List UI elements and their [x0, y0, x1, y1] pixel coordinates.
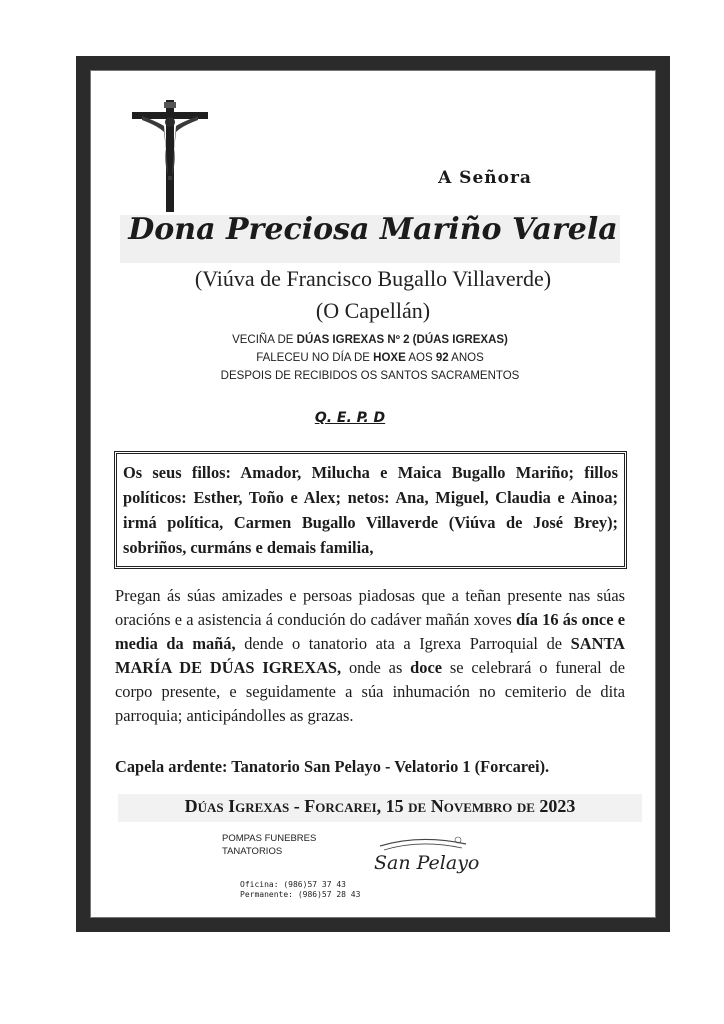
office-label: Oficina:: [240, 880, 279, 889]
death-age: 92: [435, 352, 449, 364]
widow-of: (Viúva de Francisco Bugallo Villaverde): [194, 266, 552, 291]
permanent-phone-line: [240, 890, 360, 899]
logo-text: San Pelayo: [374, 852, 480, 874]
office-phone: (986)57 37 43: [283, 880, 346, 889]
permanent-phone: (986)57 28 43: [297, 890, 361, 899]
announcement-text-3: onde as: [341, 658, 411, 677]
date-line: Dúas Igrexas - Forcarei, 15 de Novembro de 2023: [184, 796, 576, 816]
family-box: Os seus fillos: Amador, Milucha e Maica Bugallo Mariño; fillos políticos: Esther, Toño e Alex; netos: Ana, Miguel, Claudia e Ainoa; irmá política, Carmen Bugallo Villaverde (Viúva de José Brey); sobriños, curmáns e demais familia,: [114, 451, 627, 569]
chapel-line: Capela ardente: Tanatorio San Pelayo - Velatorio 1 (Forcarei).: [115, 757, 550, 776]
office-phone-line: [240, 880, 346, 889]
announcement-text-1: Pregan ás súas amizades e persoas piadosas que a teñan presente nas súas oracións e a asistencia á condución do cadáver mañán xoves: [115, 586, 625, 629]
residence-prefix: VECIÑA DE: [232, 334, 297, 346]
announcement-hour: doce: [410, 658, 443, 677]
announcement: [115, 584, 625, 728]
salutation: A Señora: [438, 168, 532, 188]
crucifix-icon: [128, 100, 212, 212]
announcement-time: día 16 ás once e media da mañá,: [115, 610, 626, 653]
residence-place: DÚAS IGREXAS Nº 2 (DÚAS IGREXAS): [296, 334, 508, 346]
qepd: Q. E. P. D: [314, 410, 386, 426]
death-prefix: FALECEU NO DÍA DE: [256, 352, 374, 364]
funeral-home-line-2: TANATORIOS: [222, 846, 283, 857]
death-suffix: ANOS: [448, 352, 484, 364]
permanent-label: Permanente:: [240, 890, 293, 899]
announcement-text-2: dende o tanatorio ata a Igrexa Parroquial de: [235, 634, 571, 653]
death-mid: AOS: [405, 352, 436, 364]
sacraments-line: DESPOIS DE RECIBIDOS OS SANTOS SACRAMENTOS: [220, 370, 520, 382]
announcement-text-4: se celebrará o funeral de corpo presente, e seguidamente a súa inhumación no cemiterio de dita parroquia; anticipándolles as grazas.: [115, 658, 625, 725]
death-line: [150, 351, 590, 365]
residence-line: [150, 333, 590, 347]
announcement-church: SANTA MARÍA DE DÚAS IGREXAS,: [115, 634, 625, 677]
nickname: (O Capellán): [315, 298, 431, 323]
deceased-name: Dona Preciosa Mariño Varela: [128, 212, 618, 247]
death-day: HOXE: [373, 352, 406, 364]
funeral-home-line-1: POMPAS FUNEBRES: [222, 833, 317, 844]
